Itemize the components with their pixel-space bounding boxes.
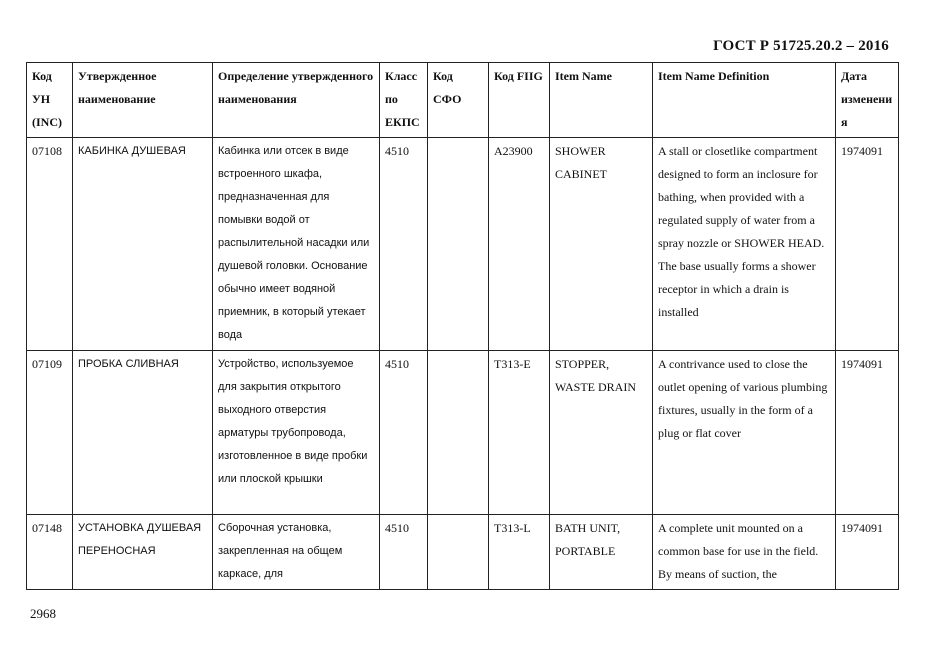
column-header-sfo: Код СФО (428, 63, 489, 138)
column-header-name-ru: Утвержденное наименование (73, 63, 213, 138)
cell-definition-ru: Устройство, используемое для закрытия открытого выходного отверстия арматуры трубопровода, изготовленное в виде пробки или плоской крышки (213, 351, 380, 515)
table-row (27, 138, 899, 351)
cell-class: 4510 (380, 351, 428, 515)
cell-item-definition: A complete unit mounted on a common base for use in the field. By means of suction, the (653, 515, 836, 590)
cell-code: 07148 (27, 515, 73, 590)
cell-item-definition: A stall or closetlike compartment designed to form an inclosure for bathing, when provided with a regulated supply of water from a spray nozzle or SHOWER HEAD. The base usually forms a shower receptor in which a drain is installed (653, 138, 836, 351)
cell-code: 07109 (27, 351, 73, 515)
cell-date: 1974091 (836, 515, 899, 590)
cell-code: 07108 (27, 138, 73, 351)
catalog-table (26, 62, 899, 590)
page-number: 2968 (30, 606, 56, 621)
table-row (27, 351, 899, 515)
column-header-class: Класс по ЕКПС (380, 63, 428, 138)
cell-fiig: T313-E (489, 351, 550, 515)
column-header-item-definition: Item Name Definition (653, 63, 836, 138)
cell-definition-ru: Кабинка или отсек в виде встроенного шкафа, предназначенная для помывки водой от распылительной насадки или душевой головки. Основание обычно имеет водяной приемник, в который утекает вода (213, 138, 380, 351)
column-header-fiig: Код FIIG (489, 63, 550, 138)
table-header-row (27, 63, 899, 138)
column-header-code: Код УН (INC) (27, 63, 73, 138)
cell-name-ru: УСТАНОВКА ДУШЕВАЯ ПЕРЕНОСНАЯ (73, 515, 213, 590)
cell-item-definition: A contrivance used to close the outlet opening of various plumbing fixtures, usually in the form of a plug or flat cover (653, 351, 836, 515)
cell-item-name: STOPPER, WASTE DRAIN (550, 351, 653, 515)
cell-definition-ru: Сборочная установка, закрепленная на общем каркасе, для (213, 515, 380, 590)
cell-item-name: SHOWER CABINET (550, 138, 653, 351)
cell-fiig: A23900 (489, 138, 550, 351)
cell-fiig: T313-L (489, 515, 550, 590)
column-header-date: Дата изменения (836, 63, 899, 138)
table-row (27, 515, 899, 590)
cell-item-name: BATH UNIT, PORTABLE (550, 515, 653, 590)
cell-class: 4510 (380, 138, 428, 351)
column-header-item-name: Item Name (550, 63, 653, 138)
cell-name-ru: КАБИНКА ДУШЕВАЯ (73, 138, 213, 351)
cell-sfo (428, 515, 489, 590)
cell-date: 1974091 (836, 351, 899, 515)
document-header: ГОСТ Р 51725.20.2 – 2016 (713, 38, 889, 54)
cell-sfo (428, 351, 489, 515)
cell-date: 1974091 (836, 138, 899, 351)
column-header-definition-ru: Определение утвержденного наименования (213, 63, 380, 138)
cell-class: 4510 (380, 515, 428, 590)
cell-sfo (428, 138, 489, 351)
cell-name-ru: ПРОБКА СЛИВНАЯ (73, 351, 213, 515)
